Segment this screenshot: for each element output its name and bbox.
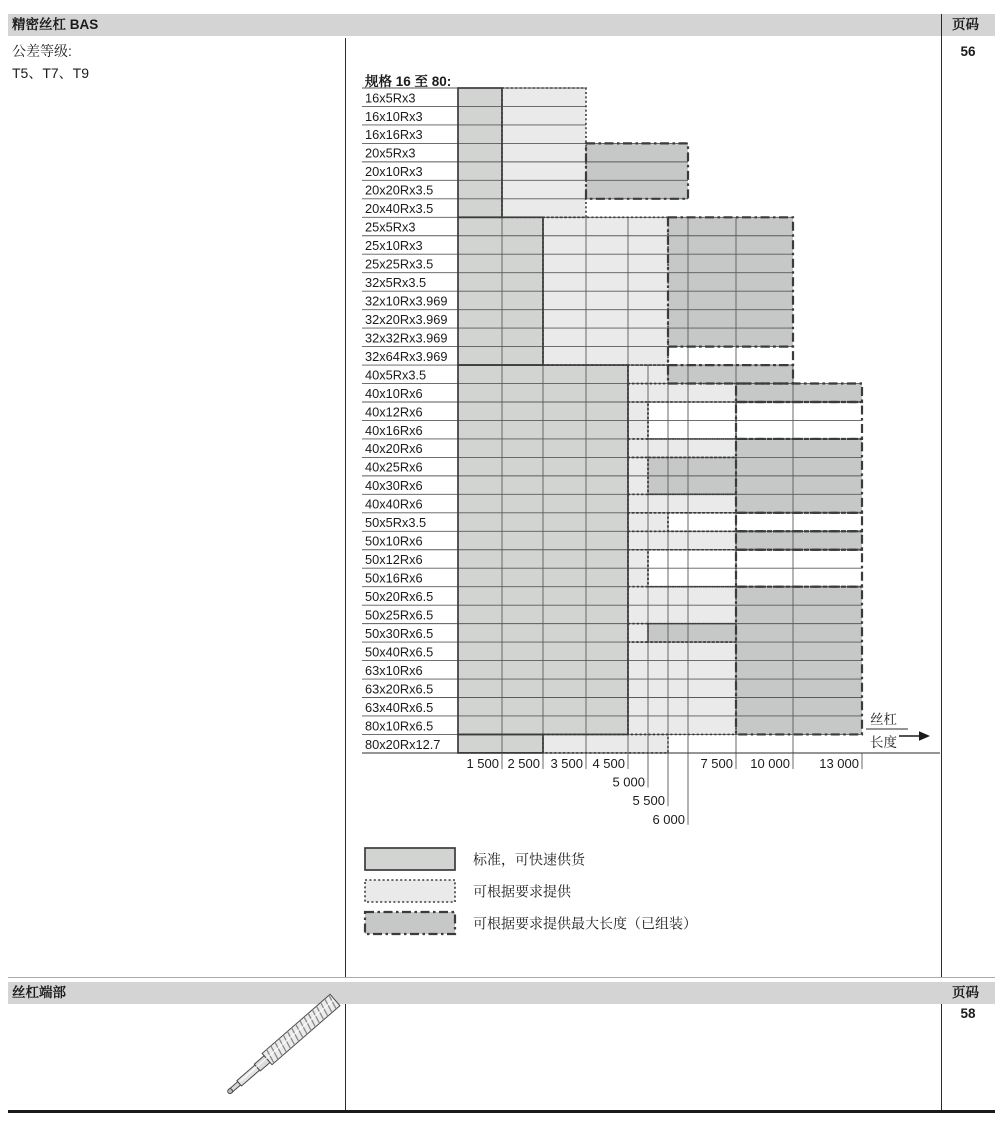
- section1-page-number: 56: [960, 44, 976, 59]
- section2-page-label: 页码: [952, 985, 979, 1000]
- row-label: 40x30Rx6: [365, 478, 423, 494]
- column-divider-right-2: [941, 1004, 942, 1110]
- section2-header-bar: [8, 982, 995, 1004]
- row-label: 50x40Rx6.5: [365, 644, 434, 660]
- chart-box-fill: [586, 143, 688, 198]
- page-bottom-rule: [8, 1110, 995, 1113]
- row-label: 20x20Rx3.5: [365, 182, 434, 198]
- row-label: 80x10Rx6.5: [365, 718, 434, 734]
- chart-box-fill: [648, 624, 736, 642]
- row-label: 16x5Rx3: [365, 90, 416, 106]
- row-label: 40x16Rx6: [365, 422, 423, 438]
- legend-label: 可根据要求提供: [473, 883, 571, 900]
- chart-box-fill: [736, 513, 862, 531]
- chart-box-fill: [628, 642, 736, 734]
- chart-box-fill: [628, 494, 736, 512]
- chart-box-fill: [668, 365, 793, 383]
- tick-label: 6 000: [652, 811, 685, 827]
- row-label: 40x25Rx6: [365, 459, 423, 475]
- chart-box-fill: [668, 347, 793, 365]
- legend-label: 可根据要求提供最大长度（已组装）: [473, 915, 697, 932]
- chart-box-fill: [668, 513, 736, 531]
- row-label: 32x10Rx3.969: [365, 293, 448, 309]
- tick-label: 3 500: [550, 756, 583, 771]
- section2-page-number: 58: [960, 1006, 976, 1021]
- legend-swatch-fill: [365, 848, 455, 870]
- chart-title: 规格 16 至 80:: [365, 74, 452, 89]
- chart-box-fill: [668, 217, 793, 346]
- chart-box-fill: [628, 439, 736, 457]
- column-divider-left-2: [345, 1004, 346, 1110]
- tick-label: 4 500: [592, 756, 625, 771]
- row-label: 32x32Rx3.969: [365, 330, 448, 346]
- section1-page-label: 页码: [952, 17, 979, 32]
- row-label: 50x10Rx6: [365, 533, 423, 549]
- row-label: 63x10Rx6: [365, 662, 423, 678]
- row-label: 32x20Rx3.969: [365, 311, 448, 327]
- tick-label: 13 000: [819, 756, 859, 771]
- row-label: 63x20Rx6.5: [365, 681, 434, 697]
- chart-box-fill: [458, 734, 543, 752]
- chart-box-fill: [502, 88, 586, 217]
- chart-box-fill: [628, 624, 648, 642]
- axis-arrow-head: [919, 731, 930, 741]
- chart-box-fill: [736, 384, 862, 402]
- axis-label-top: 丝杠: [870, 712, 897, 727]
- row-label: 16x16Rx3: [365, 127, 423, 143]
- axis-label-bottom: 长度: [870, 735, 897, 750]
- row-label: 80x20Rx12.7: [365, 736, 441, 752]
- row-label: 40x12Rx6: [365, 404, 423, 420]
- section2-title: 丝杠端部: [12, 985, 66, 1000]
- row-label: 32x64Rx3.969: [365, 348, 448, 364]
- row-label: 63x40Rx6.5: [365, 699, 434, 715]
- row-label: 32x5Rx3.5: [365, 275, 427, 290]
- tick-label: 5 000: [612, 774, 645, 790]
- row-label: 40x10Rx6: [365, 385, 423, 401]
- row-label: 50x16Rx6: [365, 570, 423, 586]
- tolerance-heading: 公差等级:: [12, 43, 72, 59]
- tick-label: 2 500: [507, 756, 540, 771]
- row-label: 25x25Rx3.5: [365, 256, 434, 272]
- row-label: 50x12Rx6: [365, 552, 423, 568]
- row-label: 20x40Rx3.5: [365, 201, 434, 217]
- legend-label: 标准，可快速供货: [473, 851, 585, 868]
- row-label: 50x5Rx3.5: [365, 515, 427, 531]
- section1-title: 精密丝杠 BAS: [12, 17, 99, 32]
- chart-box-fill: [628, 384, 736, 402]
- chart-box-fill: [543, 734, 668, 752]
- row-label: 40x40Rx6: [365, 496, 423, 512]
- row-label: 40x5Rx3.5: [365, 367, 427, 383]
- row-label: 25x10Rx3: [365, 238, 423, 254]
- chart-box-fill: [628, 531, 736, 549]
- row-label: 20x10Rx3: [365, 164, 423, 180]
- tolerance-values: T5、T7、T9: [12, 65, 90, 81]
- tick-label: 7 500: [700, 756, 733, 771]
- row-label: 25x5Rx3: [365, 219, 416, 235]
- legend-swatch-fill: [365, 912, 455, 934]
- legend-swatch-fill: [365, 880, 455, 902]
- row-label: 50x20Rx6.5: [365, 588, 434, 604]
- row-label: 20x5Rx3: [365, 145, 416, 161]
- row-label: 40x20Rx6: [365, 441, 423, 457]
- tick-label: 10 000: [750, 756, 790, 771]
- chart-box-fill: [736, 531, 862, 549]
- row-label: 16x10Rx3: [365, 108, 423, 124]
- row-label: 50x30Rx6.5: [365, 625, 434, 641]
- tick-label: 5 500: [632, 793, 665, 809]
- row-label: 50x25Rx6.5: [365, 607, 434, 623]
- tick-label: 1 500: [466, 756, 499, 771]
- chart-box-fill: [458, 88, 502, 217]
